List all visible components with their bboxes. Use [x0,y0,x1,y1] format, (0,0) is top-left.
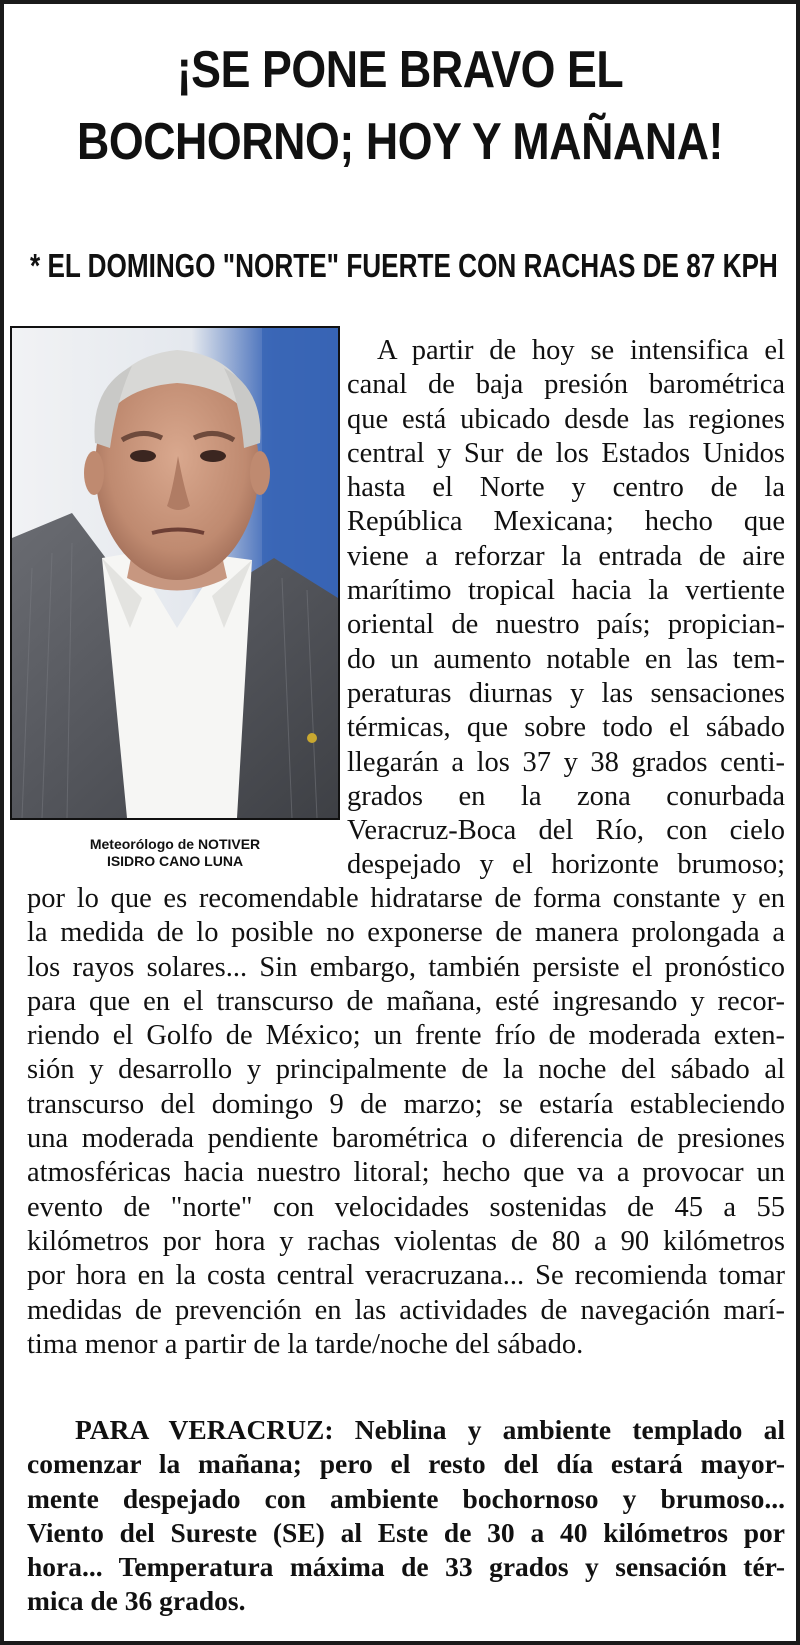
forecast-line: mica de 36 grados. [27,1585,246,1617]
column-line: oriental de nuestro país; propician- [347,609,785,641]
body-line: la medida de lo posible no exponerse de manera prolongada a [27,917,785,949]
headline [68,34,732,178]
body-line: los rayos solares... Sin embargo, también persiste el pronóstico [27,951,785,983]
column-line: despejado y el horizonte brumoso; [347,849,785,881]
body-line: tima menor a partir de la tarde/noche del sábado. [27,1328,584,1360]
headline-line-1: ¡SE PONE BRAVO EL [176,41,624,99]
body-line: atmosféricas hacia nuestro litoral; hecho que va a provocar un [27,1157,785,1189]
body-line: transcurso del domingo 9 de marzo; se estaría estableciendo [27,1088,785,1120]
caption-line-2: ISIDRO CANO LUNA [106,853,244,869]
body-line: sión y desarrollo y principalmente de la noche del sábado al [27,1054,785,1086]
photo-block [10,326,340,870]
column-line: A partir de hoy se intensifica el [377,335,785,366]
column-line: que está ubicado desde las regiones [347,403,785,435]
portrait-photo [10,326,340,820]
body-line: una moderada pendiente barométrica o diferencia de presiones [27,1123,785,1155]
column-line: viene a reforzar la entrada de aire [347,540,785,572]
column-line: térmicas, que sobre todo el sábado [347,712,785,744]
portrait-icon [12,328,338,818]
column-paragraph [347,334,785,883]
column-line: hasta el Norte y centro de la [347,472,785,504]
column-line: llegarán a los 37 y 38 grados centi- [347,746,785,778]
column-line: marítimo tropical hacia la vertiente [347,575,785,607]
column-line: grados en la zona conurbada [347,780,785,812]
headline-line-2: BOCHORNO; HOY Y MAÑANA! [76,113,724,171]
column-line: Veracruz-Boca del Río, con cielo [347,815,785,847]
body-line: medidas de prevención en las actividades de navegación marí- [27,1294,785,1326]
forecast-line: comenzar la mañana; pero el resto del día estará mayor- [27,1448,785,1480]
forecast-line: mente despejado con ambiente bochornoso y brumoso... [27,1482,785,1514]
body-line: riendo el Golfo de México; un frente frío de moderada exten- [27,1020,785,1052]
subheadline: * EL DOMINGO "NORTE" FUERTE CON RACHAS DE 87 KPH [30,247,778,284]
full-width-paragraph [27,882,785,1362]
body-line: por hora en la costa central veracruzana... Se recomienda tomar [27,1260,785,1292]
column-line: canal de baja presión barométrica [347,369,785,401]
column-line: peraturas diurnas y las sensaciones [347,677,785,709]
body-line: evento de "norte" con velocidades sostenidas de 45 a 55 [27,1191,785,1223]
forecast-line: Viento del Sureste (SE) al Este de 30 a 40 kilómetros por [27,1516,785,1548]
column-line: do un aumento notable en las tem- [347,643,785,675]
forecast-paragraph [27,1413,785,1619]
body-line: kilómetros por hora y rachas violentas de 80 a 90 kilómetros [27,1225,785,1257]
caption-line-1: Meteorólogo de NOTIVER [89,836,261,852]
forecast-line: hora... Temperatura máxima de 33 grados y sensación tér- [27,1551,785,1583]
forecast-line: PARA VERACRUZ: Neblina y ambiente templado al [75,1414,785,1445]
column-line: República Mexicana; hecho que [347,506,785,538]
body-line: por lo que es recomendable hidratarse de forma constante y en [27,883,785,914]
column-line: central y Sur de los Estados Unidos [347,437,785,469]
body-line: para que en el transcurso de mañana, esté ingresando y recor- [27,985,785,1017]
photo-caption [10,836,340,870]
